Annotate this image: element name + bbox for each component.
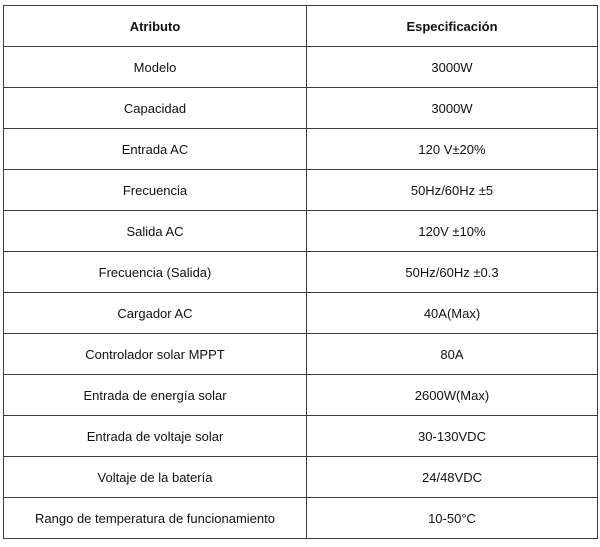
attribute-cell: Rango de temperatura de funcionamiento <box>4 498 307 539</box>
attribute-cell: Cargador AC <box>4 293 307 334</box>
attribute-cell: Capacidad <box>4 88 307 129</box>
attribute-cell: Modelo <box>4 47 307 88</box>
specification-cell: 50Hz/60Hz ±0.3 <box>307 252 598 293</box>
attribute-cell: Entrada AC <box>4 129 307 170</box>
attribute-cell: Voltaje de la batería <box>4 457 307 498</box>
specification-cell: 40A(Max) <box>307 293 598 334</box>
attribute-cell: Frecuencia <box>4 170 307 211</box>
table-row <box>4 88 598 129</box>
table-header <box>4 6 598 47</box>
table-row <box>4 47 598 88</box>
specification-cell: 30-130VDC <box>307 416 598 457</box>
attribute-cell: Controlador solar MPPT <box>4 334 307 375</box>
attribute-cell: Entrada de voltaje solar <box>4 416 307 457</box>
specifications-table <box>3 5 598 539</box>
attribute-cell: Frecuencia (Salida) <box>4 252 307 293</box>
specification-cell: 80A <box>307 334 598 375</box>
specification-cell: 120V ±10% <box>307 211 598 252</box>
specification-cell: 24/48VDC <box>307 457 598 498</box>
table-row <box>4 252 598 293</box>
table-row <box>4 170 598 211</box>
specification-cell: 120 V±20% <box>307 129 598 170</box>
specification-cell: 2600W(Max) <box>307 375 598 416</box>
specification-cell: 3000W <box>307 88 598 129</box>
table-row <box>4 129 598 170</box>
header-row <box>4 6 598 47</box>
table-row <box>4 457 598 498</box>
table-row <box>4 498 598 539</box>
table-row <box>4 416 598 457</box>
specification-cell: 50Hz/60Hz ±5 <box>307 170 598 211</box>
attribute-cell: Entrada de energía solar <box>4 375 307 416</box>
table-row <box>4 293 598 334</box>
table-row <box>4 334 598 375</box>
specification-cell: 10-50°C <box>307 498 598 539</box>
specification-cell: 3000W <box>307 47 598 88</box>
attribute-cell: Salida AC <box>4 211 307 252</box>
table-body <box>4 47 598 539</box>
table-row <box>4 375 598 416</box>
header-attribute: Atributo <box>4 6 307 47</box>
table-row <box>4 211 598 252</box>
header-specification: Especificación <box>307 6 598 47</box>
